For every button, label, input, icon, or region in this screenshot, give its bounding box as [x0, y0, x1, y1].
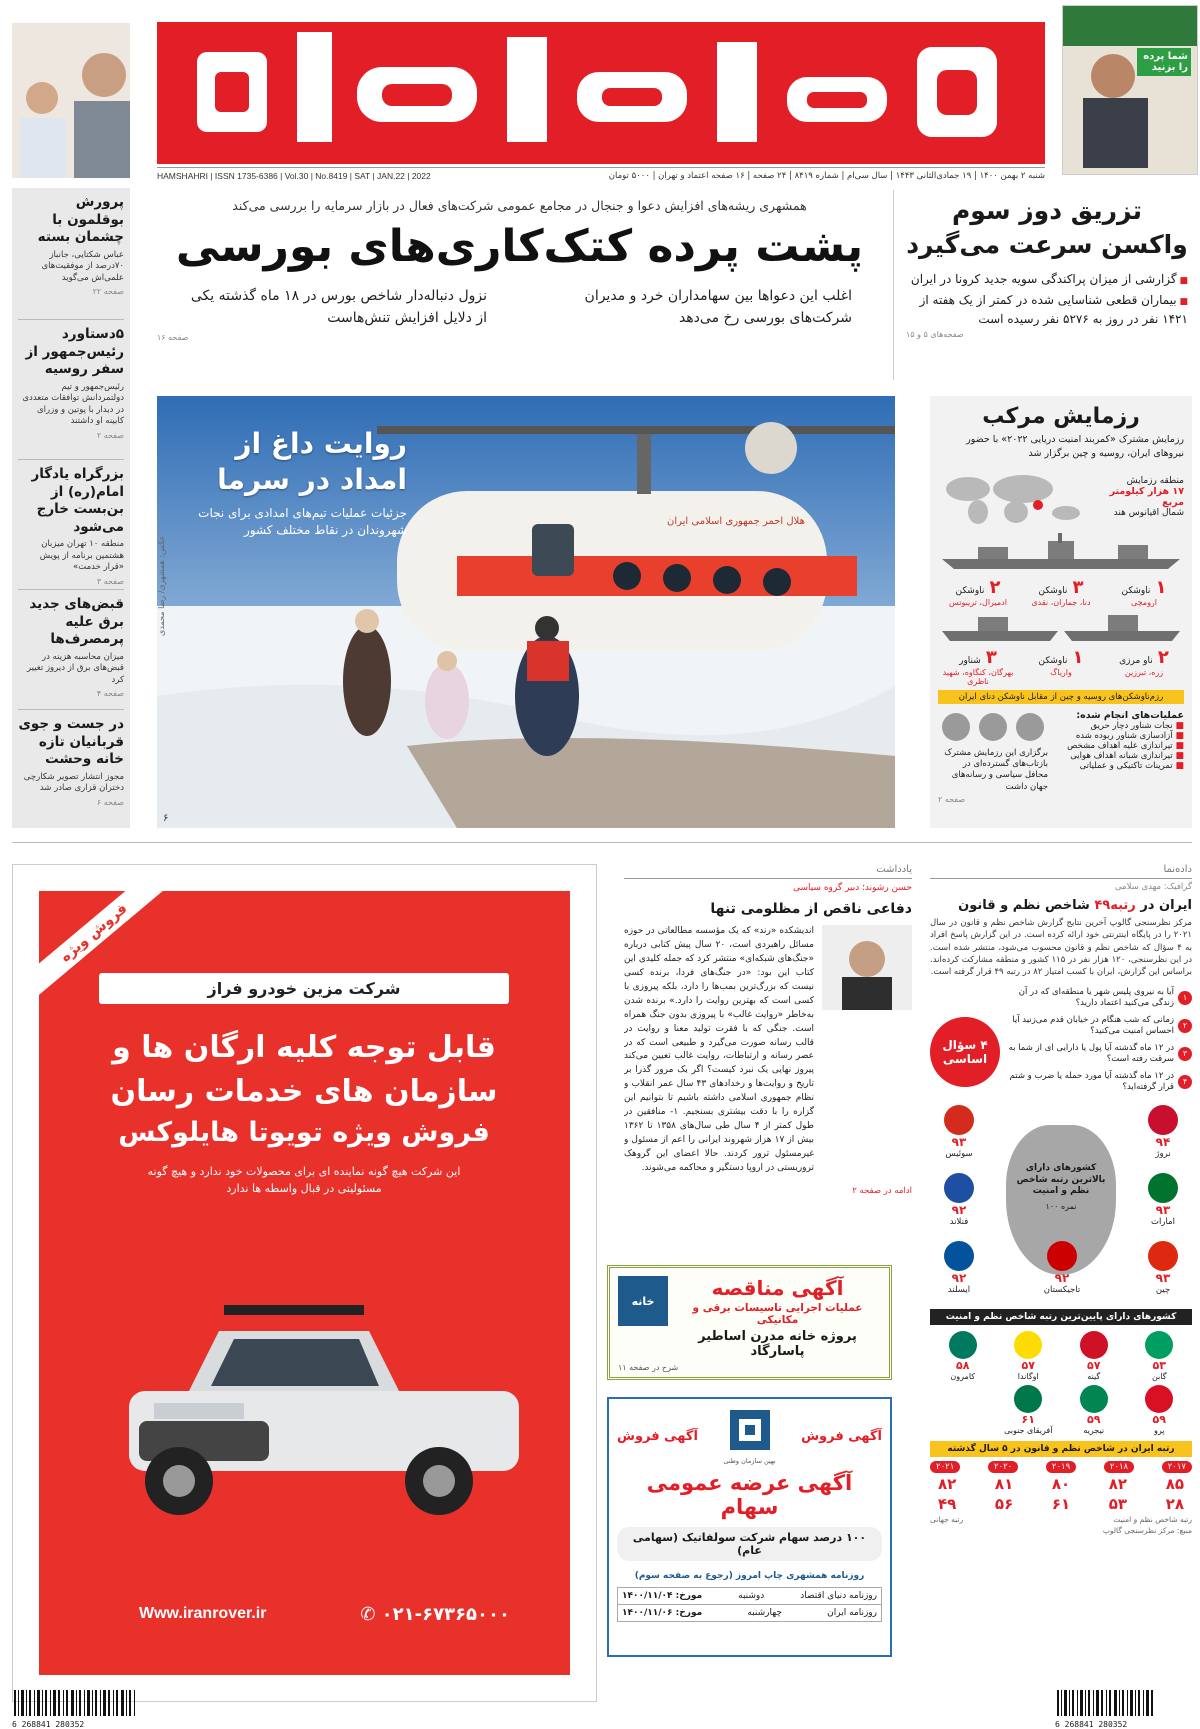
info-credit: گرافیک: مهدی سلامی — [1114, 882, 1192, 892]
year-score: ۸۲ — [938, 1474, 957, 1493]
stock-ad[interactable] — [607, 1397, 892, 1657]
country-score: ۵۷ — [1087, 1358, 1101, 1372]
year-rank: ۵۳ — [1108, 1494, 1128, 1513]
country-top — [934, 1173, 984, 1227]
stock-title: آگهی عرضه عمومی سهام — [646, 1471, 853, 1519]
region-note: شمال اقیانوس هند — [1113, 507, 1184, 518]
stock-row-date: مورخ: ۱۴۰۰/۱۱/۰۴ — [622, 1591, 703, 1601]
phone-icon: ✆ — [360, 1604, 382, 1625]
stock-sale-left: آگهی فروش — [617, 1428, 698, 1444]
flag-icon — [1014, 1385, 1042, 1413]
country-score: ۵۳ — [1152, 1358, 1166, 1372]
ship-group — [938, 577, 1018, 607]
year-rank: ۴۹ — [938, 1494, 957, 1513]
country-score: ۹۲ — [951, 1270, 967, 1285]
ship-sub: ادمیرال، تریبوتس — [949, 597, 1007, 607]
country-name: تاجیکستان — [1043, 1284, 1081, 1295]
vaccine-story[interactable] — [902, 190, 1192, 380]
country-low — [996, 1385, 1062, 1435]
question-text: زمانی که شب هنگام در خیابان قدم می‌زنید آیا احساس امنیت می‌کنید؟ — [1012, 1014, 1174, 1036]
ship-label: ناوشکن — [955, 585, 985, 596]
year-pill: ۲۰۲۰ — [988, 1461, 1018, 1473]
shield-text: کشورهای دارای بالاترین رتبه شاخص نظم و امنیت — [1016, 1162, 1106, 1197]
stock-logo — [723, 1407, 775, 1465]
question-text: آیا به نیروی پلیس شهر یا منطقه‌ای که در آن زندگی می‌کنید اعتماد دارید؟ — [1018, 986, 1174, 1008]
editorial-section: یادداشت — [624, 864, 912, 879]
ship-group — [938, 647, 1018, 686]
country-low — [996, 1331, 1062, 1381]
tender-logo — [618, 1276, 668, 1326]
photo-headline: روایت داغ از امداد در سرما — [217, 427, 407, 497]
globe-icons — [938, 710, 1048, 744]
info-title-rank: رتبه۴۹ — [1094, 898, 1136, 913]
section-divider — [12, 842, 1192, 843]
main-page: صفحه ۱۶ — [157, 333, 189, 343]
sidebar-item[interactable] — [18, 590, 124, 710]
question-item — [1004, 1071, 1192, 1093]
stock-row — [618, 1588, 881, 1605]
flag-icon — [1145, 1331, 1173, 1359]
country-low — [1127, 1385, 1193, 1435]
country-top — [1034, 1241, 1090, 1295]
country-name: نیجریه — [1083, 1425, 1105, 1435]
question-number-icon: ۱ — [1178, 991, 1192, 1005]
year-pill: ۲۰۱۷ — [1162, 1461, 1192, 1473]
photo-sub: جزئیات عملیات تیم‌های امدادی برای نجات شهروندان در نقاط مختلف کشور — [198, 505, 407, 538]
ad-phone-number: ۰۲۱-۶۷۳۶۵۰۰۰ — [381, 1604, 510, 1625]
question-number-icon: ۴ — [1178, 1075, 1192, 1089]
sidebar-item-page: صفحه ۳ — [96, 576, 124, 586]
country-score: ۶۱ — [1021, 1412, 1035, 1426]
region-label: منطقه رزمایش — [1126, 475, 1184, 486]
question-item — [1004, 1015, 1192, 1037]
row-label: رتبه شاخص نظم و امنیت — [1113, 1514, 1192, 1524]
tender-cont: شرح در صفحه ۱۱ — [618, 1363, 679, 1372]
country-name: اوگاندا — [1017, 1371, 1039, 1381]
ops-title: عملیات‌های انجام شده: — [1076, 709, 1184, 721]
law-infographic[interactable] — [930, 864, 1192, 1702]
years-table — [930, 1461, 1192, 1535]
flag-icon — [1080, 1385, 1108, 1413]
ship-group — [1104, 577, 1184, 607]
year-pill: ۲۰۱۸ — [1104, 1461, 1134, 1473]
ops-note: برگزاری این رزمایش مشترک بازتاب‌های گسترده‌ای در محافل سیاسی و رسانه‌های جهان داشت — [944, 747, 1048, 792]
country-score: ۹۲ — [1054, 1270, 1070, 1285]
country-name: گینه — [1087, 1371, 1101, 1381]
photo-story[interactable] — [157, 396, 895, 828]
barcode-lines — [12, 1690, 152, 1716]
op-item: ■ نجات شناور دچار حریق — [1054, 721, 1184, 731]
stock-note: روزنامه همشهری چاپ امروز (رجوع به صفحه سوم) — [634, 1571, 865, 1581]
stock-row-day: دوشنبه — [738, 1591, 765, 1601]
country-score: ۵۷ — [1021, 1358, 1035, 1372]
year-score: ۸۰ — [1051, 1474, 1071, 1493]
ad-line-2: سازمان های خدمات رسان — [110, 1073, 498, 1109]
world-map — [938, 467, 1086, 527]
year-rank: ۶۱ — [1051, 1494, 1071, 1513]
sidebar-item[interactable] — [18, 320, 124, 460]
dateline-bar — [157, 167, 1045, 183]
sidebar-item-page: صفحه ۴ — [96, 689, 124, 699]
ship-sub: بهرگان، کنگاوه، شهید ناظری — [942, 667, 1014, 686]
flag-icon — [944, 1173, 974, 1203]
photo-credit: عکس: همشهری/ رضا محمدی — [157, 535, 166, 636]
year-score: ۸۲ — [1108, 1474, 1128, 1493]
tender-logo-text: خانه — [631, 1294, 655, 1308]
country-name: کامرون — [950, 1371, 976, 1381]
dateline-en: HAMSHAHRI | ISSN 1735-6386 | Vol.30 | No.8419 | SAT | JAN.22 | 2022 — [157, 170, 431, 181]
year-rank: ۲۸ — [1165, 1494, 1184, 1513]
ship-group — [1021, 647, 1101, 686]
editorial-author: حسن رشوند؛ دبیر گروه سیاسی — [792, 883, 912, 893]
country-name: سوئیس — [945, 1148, 973, 1159]
op-item: ■ تمرینات تاکتیکی و عملیاتی — [1054, 761, 1184, 771]
ship-sub: دنا، جماران، نقدی — [1031, 597, 1091, 607]
dateline-fa: شنبه ۲ بهمن ۱۴۰۰ | ۱۹ جمادی‌الثانی ۱۴۴۳ | سال سی‌ام | شماره ۸۴۱۹ | ۲۴ صفحه | ۱۶ صفحه اعتماد و تهران | ۵۰۰۰ تومان — [608, 170, 1045, 181]
ship-label: ناوشکن — [1038, 655, 1068, 666]
country-low — [1127, 1331, 1193, 1381]
tender-line-2: پروژه خانه مدرن اساطیر پاسارگاد — [698, 1329, 857, 1359]
country-low — [1061, 1331, 1127, 1381]
country-name: چین — [1155, 1284, 1171, 1295]
sidebar-item-desc: منطقه ۱۰ تهران میزبان هشتمین برنامه از پویش «قرار خدمت» — [39, 539, 124, 573]
stock-row-paper: روزنامه ایران — [827, 1608, 877, 1618]
stock-row — [618, 1605, 881, 1621]
photo-text-block — [177, 426, 407, 540]
top-countries — [930, 1105, 1192, 1305]
ship-count: ۲ — [989, 576, 1001, 598]
country-low — [1061, 1385, 1127, 1435]
top-left-photo — [12, 23, 130, 178]
country-score: ۹۴ — [1155, 1134, 1171, 1149]
stock-row-paper: روزنامه دنیای اقتصاد — [800, 1591, 877, 1601]
ship-count: ۳ — [985, 646, 997, 668]
question-number-icon: ۳ — [1178, 1047, 1192, 1061]
ship-count: ۲ — [1157, 646, 1169, 668]
op-item: ■ تیراندازی شبانه اهداف هوایی — [1054, 751, 1184, 761]
ad-company: شرکت مزین خودرو فراز — [99, 973, 509, 1004]
question-badge — [930, 1017, 1000, 1087]
car-ad[interactable] — [12, 864, 597, 1702]
info-title-pre: ایران در — [1140, 898, 1192, 913]
ship-sub: ارومچی — [1130, 597, 1158, 607]
photo-page: ۶ — [163, 813, 169, 824]
vaccine-headline: تزریق دوز سوم واکسن سرعت می‌گیرد — [906, 196, 1188, 259]
vaccine-page: صفحه‌های ۵ و ۱۵ — [906, 329, 964, 339]
stock-sale-right: آگهی فروش — [801, 1428, 882, 1444]
question-badge-text: ۴ سؤال اساسی — [942, 1037, 988, 1066]
sidebar-item-title: پرورش بوقلمون با چشمان بسته — [37, 194, 124, 246]
country-top — [1138, 1105, 1188, 1159]
country-name: پرو — [1153, 1425, 1165, 1435]
barcode-left — [12, 1690, 152, 1729]
ad-note: این شرکت هیچ گونه نماینده ای برای محصولات خود ندارد و هیچ گونه مسئولیتی در قبال واسطه ها ندارد — [147, 1165, 461, 1195]
sidebar-item-page: صفحه ۶ — [96, 797, 124, 807]
naval-infographic[interactable] — [930, 396, 1192, 828]
ship-group — [1021, 577, 1101, 607]
flag-icon — [1080, 1331, 1108, 1359]
question-text: در ۱۲ ماه گذشته آیا پول یا دارایی ای از شما به سرقت رفته است؟ — [1008, 1042, 1174, 1064]
flag-icon — [1145, 1385, 1173, 1413]
country-name: امارات — [1151, 1216, 1175, 1227]
pickup-truck — [39, 1291, 570, 1551]
ship-count: ۱ — [1155, 576, 1167, 598]
ship-group — [1104, 647, 1184, 686]
car-ad-inner — [39, 891, 570, 1675]
country-top — [934, 1241, 984, 1295]
tender-text — [674, 1276, 881, 1359]
ad-line-3: فروش ویژه تویوتا هایلوکس — [118, 1117, 490, 1148]
ship-label: شناور — [959, 655, 981, 666]
ad-website[interactable]: Www.iranrover.ir — [139, 1605, 267, 1622]
sidebar-item-title: بزرگراه یادگار امام(ره) از بن‌بست خارج می‌شود — [31, 466, 124, 535]
editorial-cont[interactable]: ادامه در صفحه ۲ — [852, 1186, 912, 1196]
country-name: آفریقای جنوبی — [1004, 1425, 1053, 1435]
country-low — [930, 1331, 996, 1381]
flag-icon — [1047, 1241, 1077, 1271]
barcode-number: 6 268841 280352 — [12, 1720, 85, 1729]
question-item — [1004, 987, 1192, 1009]
author-photo — [822, 925, 912, 1010]
left-sidebar — [12, 188, 130, 828]
column-divider — [893, 190, 894, 380]
helicopter-lettering: هلال احمر جمهوری اسلامی ایران — [667, 516, 805, 527]
vaccine-bullet-1: ■ گزارشی از میزان پراکندگی سویه جدید کرونا در ایران — [906, 270, 1188, 289]
country-score: ۵۹ — [1152, 1412, 1166, 1426]
editorial[interactable] — [624, 864, 912, 1236]
tender-ad[interactable] — [607, 1265, 892, 1380]
naval-headline: رزمایش مرکب — [982, 404, 1140, 429]
op-item: ■ تیراندازی علیه اهداف مشخص — [1054, 741, 1184, 751]
country-score: ۹۳ — [951, 1134, 967, 1149]
ad-phone[interactable] — [360, 1604, 510, 1625]
year-score: ۸۱ — [994, 1474, 1014, 1493]
country-score: ۵۸ — [956, 1358, 970, 1372]
sidebar-item-page: صفحه ۲۲ — [92, 287, 124, 297]
country-name: ایسلند — [947, 1284, 971, 1295]
ship-count: ۳ — [1072, 576, 1084, 598]
stock-row-day: چهارشنبه — [747, 1608, 782, 1618]
ship-label: ناو مرزی — [1119, 655, 1153, 666]
main-kicker: همشهری ریشه‌های افزایش دعوا و جنجال در مجامع عمومی شرکت‌های فعال در بازار سرمایه را بررسی می‌کند — [232, 198, 807, 213]
country-top — [1138, 1241, 1188, 1295]
year-pill: ۲۰۲۱ — [930, 1461, 960, 1473]
year-pill: ۲۰۱۹ — [1046, 1461, 1076, 1473]
main-sub-right: اغلب این دعواها بین سهامداران خرد و مدیران شرکت‌های بورسی رخ می‌دهد — [584, 288, 852, 326]
question-number-icon: ۲ — [1178, 1019, 1192, 1033]
sidebar-item-desc: رئیس‌جمهور و تیم دولتمردانش توافقات متعددی در دیدار با پوتین و وزرای کابینه او داشتند — [22, 381, 124, 427]
editorial-title: دفاعی ناقص از مظلومی تنها — [710, 901, 912, 917]
tender-title: آگهی مناقصه — [711, 1276, 844, 1300]
info-title-post: شاخص نظم و قانون — [958, 898, 1090, 913]
sidebar-item[interactable] — [18, 460, 124, 590]
main-story[interactable] — [157, 190, 882, 380]
row-label: رتبه جهانی — [930, 1514, 964, 1524]
ship-sub: زره، تبرزین — [1124, 667, 1164, 677]
tender-line-1: عملیات اجرایی تاسیسات برقی و مکانیکی — [692, 1302, 863, 1326]
warships-row-1 — [938, 531, 1184, 571]
sidebar-item-desc: عباس شکتایی، جانباز ۷۰درصد از موفقیت‌های علمی‌اش می‌گوید — [41, 249, 124, 283]
info-title — [930, 898, 1192, 913]
year-rank: ۵۶ — [994, 1494, 1014, 1513]
country-name: نروژ — [1155, 1148, 1171, 1159]
thumb-label: شما پرده را بزنید — [1137, 48, 1191, 76]
country-score: ۹۳ — [1155, 1270, 1171, 1285]
low-title: کشورهای دارای پایین‌ترین رتبه شاخص نظم و امنیت — [930, 1309, 1192, 1325]
sidebar-item-title: ۵دستاورد رئیس‌جمهور از سفر روسیه — [25, 326, 124, 378]
question-item — [1004, 1043, 1192, 1065]
stock-logo-caption: بهین سازمان وطنی — [723, 1457, 776, 1465]
ship-count: ۱ — [1072, 646, 1084, 668]
stock-table — [617, 1587, 882, 1622]
flag-icon — [1148, 1173, 1178, 1203]
naval-intro: رزمایش مشترک «کمربند امنیت دریایی ۲۰۲۲» با حضور نیروهای ایران، روسیه و چین برگزار شد — [966, 434, 1184, 459]
info-body: مرکز نظرسنجی گالوپ آخرین نتایج گزارش شاخص نظم و قانون در سال ۲۰۲۱ را در پایگاه اینترنتی خود ارائه کرده است. در این گزارش پاسخ افراد به ۴ سؤال که شاخص نظم و قانون محسوب می‌شود، منتشر شده است. در این نظرسنجی، ۱۲۰ هزار نفر در ۱۱۵ کشور و منطقه مشارکت کرده‌اند. براساس این گزارش، ایران با کسب امتیاز ۸۲ در رتبه ۴۹ قرار گرفته است. — [930, 918, 1192, 978]
portrait-illustration — [12, 23, 130, 178]
warships-row-2 — [938, 609, 1184, 643]
thumb-illustration — [1063, 6, 1198, 175]
low-countries — [930, 1331, 1192, 1435]
ship-label: ناوشکن — [1038, 585, 1068, 596]
sidebar-item-page: صفحه ۲ — [96, 430, 124, 440]
region-value: ۱۷ هزار کیلومتر مربع — [1109, 485, 1184, 508]
flag-icon — [1148, 1105, 1178, 1135]
info-section: داده‌نما — [930, 864, 1192, 879]
barcode-lines — [1055, 1690, 1195, 1716]
vaccine-bullet-2: ■ بیماران قطعی شناسایی شده در کمتر از یک هفته از ۱۴۲۱ نفر در روز به ۵۲۷۶ نفر رسیده است — [906, 291, 1188, 328]
sidebar-item-desc: میزان محاسبه هزینه در قبض‌های برق از دیروز تغییر کرد — [26, 651, 124, 685]
ship-label: ناوشکن — [1121, 585, 1151, 596]
stock-logo-icon — [727, 1407, 773, 1453]
stock-row-date: مورخ: ۱۴۰۰/۱۱/۰۶ — [622, 1608, 703, 1618]
country-score: ۵۹ — [1087, 1412, 1101, 1426]
logo-shapes — [157, 22, 1045, 164]
ad-ribbon: فروش ویژه — [39, 891, 167, 997]
flag-icon — [1014, 1331, 1042, 1359]
flag-icon — [944, 1241, 974, 1271]
country-name: گابن — [1151, 1371, 1167, 1381]
sidebar-item-title: قبض‌های جدید برق علیه پرمصرف‌ها — [29, 596, 124, 648]
main-sub-left: نزول دنباله‌دار شاخص بورس در ۱۸ ماه گذشته یکی از دلایل افزایش تنش‌هاست — [190, 288, 487, 326]
country-score: ۹۲ — [951, 1202, 967, 1217]
info-source: منبع: مرکز نظرسنجی گالوپ — [1102, 1525, 1192, 1535]
year-score: ۸۵ — [1165, 1474, 1184, 1493]
ship-sub: واریاگ — [1050, 667, 1072, 677]
ad-line-1: قابل توجه کلیه ارگان ها و — [112, 1030, 496, 1065]
barcode-number: 6 268841 280352 — [1055, 1720, 1128, 1729]
sidebar-item[interactable] — [18, 194, 124, 320]
main-headline: پشت پرده کتک‌کاری‌های بورسی — [175, 221, 864, 272]
masthead-logo — [157, 22, 1045, 164]
sidebar-item-title: در جست و جوی قربانیان تازه خانه وحشت — [18, 716, 124, 768]
naval-page: صفحه ۲ — [938, 795, 966, 805]
years-title: رتبه ایران در شاخص نظم و قانون در ۵ سال گذشته — [930, 1441, 1192, 1457]
sidebar-item-desc: مجوز انتشار تصویر شکارچی دختران قزاری صادر شد — [23, 771, 124, 794]
country-score: ۹۳ — [1155, 1202, 1171, 1217]
barcode-right — [1055, 1690, 1195, 1729]
top-right-thumb — [1062, 5, 1198, 175]
op-item: ■ آزادسازی شناور ربوده شده — [1054, 731, 1184, 741]
question-text: در ۱۲ ماه گذشته آیا مورد حمله یا ضرب و شتم قرار گرفته‌اید؟ — [1009, 1070, 1174, 1092]
country-name: فنلاند — [949, 1216, 969, 1227]
sidebar-item[interactable] — [18, 710, 124, 807]
country-top — [934, 1105, 984, 1159]
shield-sub: نمره ۱۰۰ — [1045, 1202, 1077, 1211]
flag-icon — [949, 1331, 977, 1359]
stock-sub: ۱۰۰ درصد سهام شرکت سولفاتیک (سهامی عام) — [617, 1527, 882, 1561]
editorial-body: اندیشکده «رند» که یک مؤسسه مطالعاتی در حوزه مسائل راهبردی است، ۲۰ سال پیش کتابی درباره «جنگ‌های شبکه‌ای» منتشر کرد که جمله کلیدی این کتاب این بود: «در جنگ‌های فردا، برنده کسی نیست که بزرگ‌ترین بمب‌ها را دارد، بلکه پیروزی با کسی است که بهترین روایت را دارد.» برنده شدن به‌خاطر «روایت غالب» با پیروزی بدون جنگ همراه است. جنگی که با فقرت تولید معنا و روایت در قالب رسانه صورت می‌گیرد و طبیعی است که در عصر رسانه و ارتباطات، روایت غالب تعیین می‌کند پیروز نهایی یک نبرد کیست؟ اگر یک مرور گذرا بر تاریخ و روایت‌ها و رخدادهای ۴۳ سال عمر انقلاب و نظام جمهوری اسلامی داشته باشیم تا بتوانیم این گزاره را با دقت بیشتری بسنجیم. ۱- منافقین در طول کمتر از ۴ سال طی سال‌های ۱۳۵۸ تا ۱۳۶۲ بیش از ۱۷ هزار شهروند ایرانی را اعم از مسئول و غیرمسئول ترور کردند. حالا اعضای این گروهک تروریستی در اروپا دستگیر و محاکمه می‌شوند. — [624, 926, 814, 1173]
naval-strip: رزم‌ناوشکن‌های روسیه و چین از مقابل ناوشکن دنای ایران — [938, 690, 1184, 704]
country-top — [1138, 1173, 1188, 1227]
flag-icon — [1148, 1241, 1178, 1271]
flag-icon — [944, 1105, 974, 1135]
